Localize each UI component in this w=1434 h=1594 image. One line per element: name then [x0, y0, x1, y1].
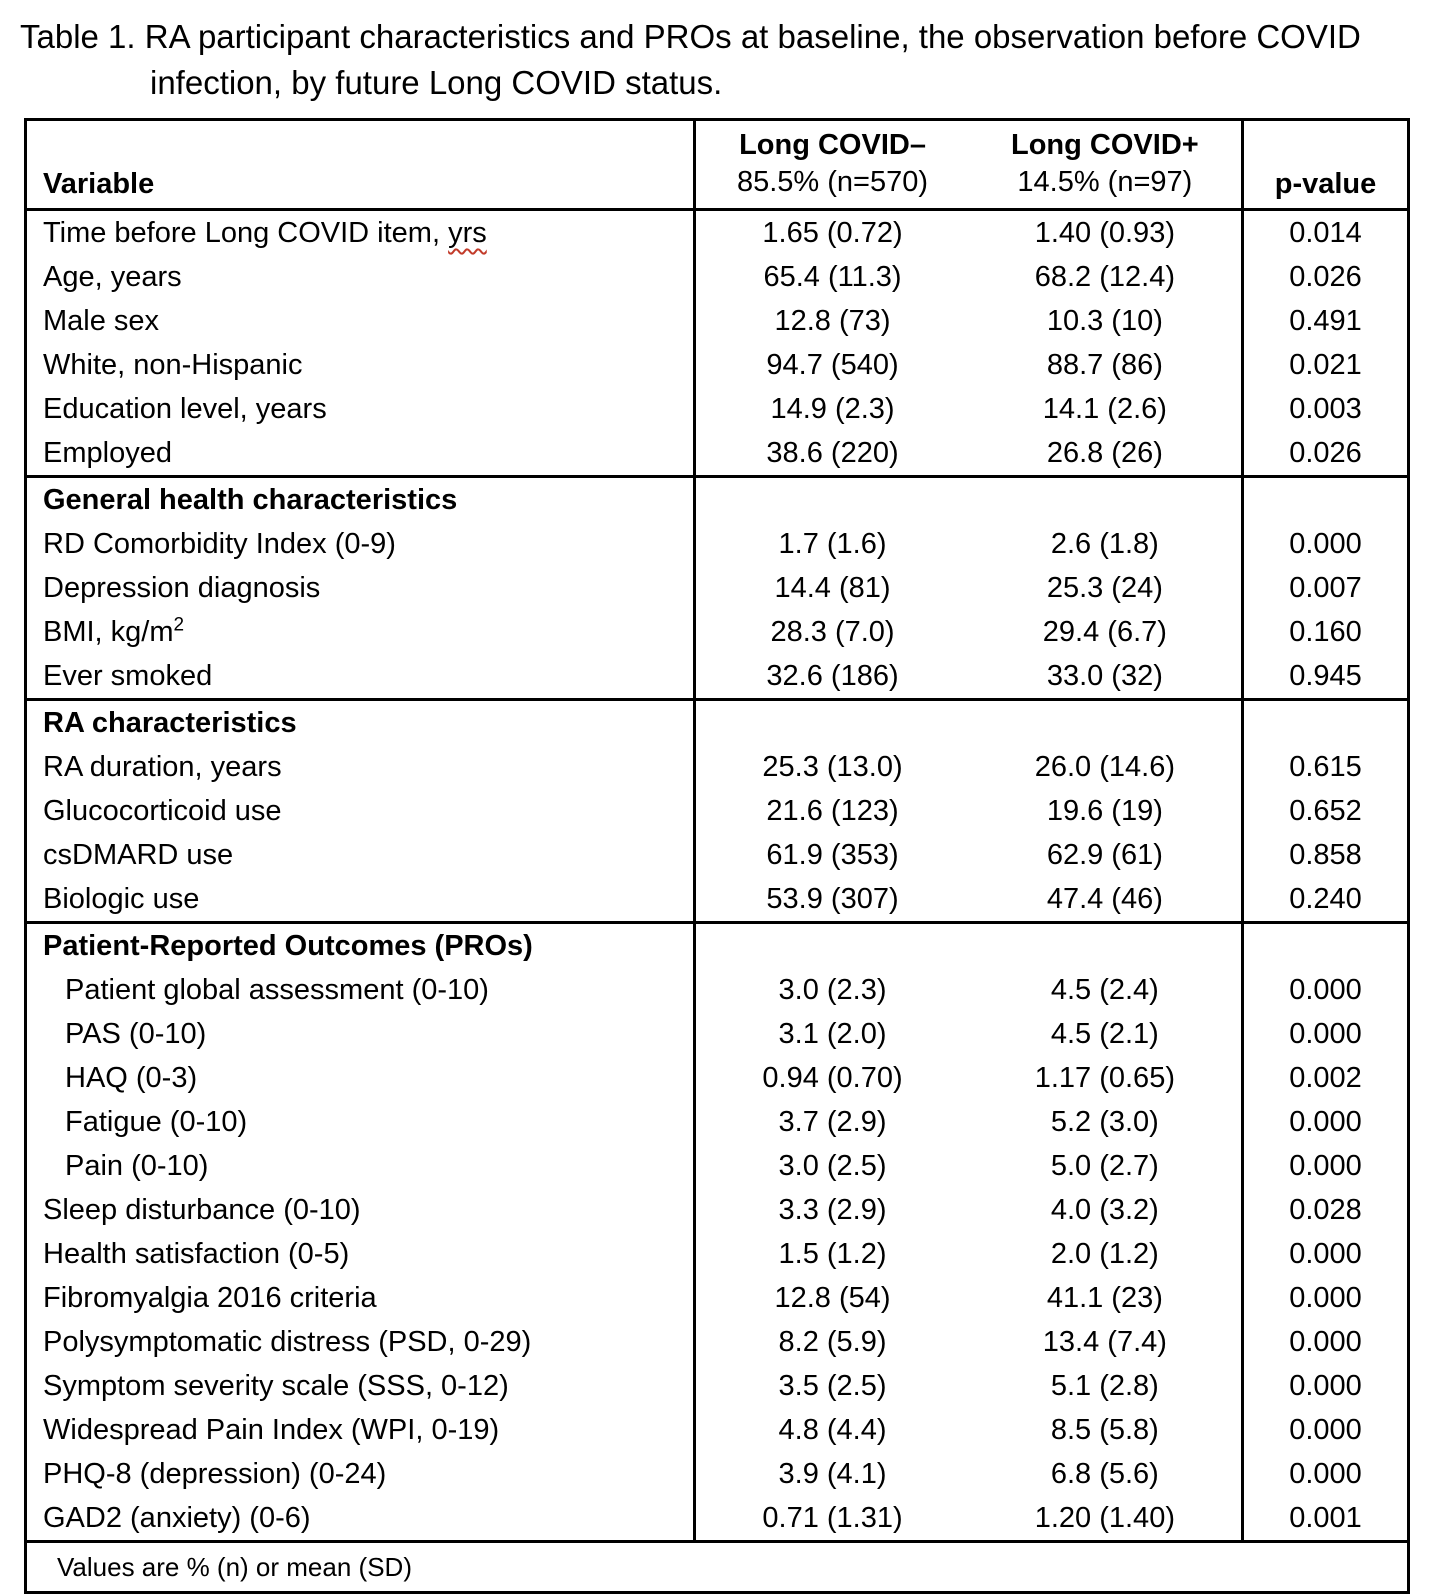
value-p: 0.000 [1243, 522, 1409, 566]
table-caption-line-1: Table 1. RA participant characteristics and PROs at baseline, the observation before COVID [20, 18, 1361, 55]
value-p: 0.000 [1243, 1408, 1409, 1452]
value-p: 0.652 [1243, 789, 1409, 833]
table-row [26, 1100, 1409, 1144]
value-p: 0.001 [1243, 1496, 1409, 1542]
table-row [26, 210, 1409, 256]
empty-cell [1243, 923, 1409, 969]
value-long-covid-positive: 5.0 (2.7) [1050, 1150, 1159, 1182]
row-label-cell: RA duration, years [43, 751, 282, 783]
table-row [26, 1320, 1409, 1364]
value-long-covid-positive: 8.5 (5.8) [1050, 1414, 1159, 1446]
row-label-cell: Widespread Pain Index (WPI, 0-19) [43, 1414, 500, 1446]
value-long-covid-positive: 62.9 (61) [1046, 839, 1163, 871]
table-row [26, 610, 1409, 654]
value-long-covid-positive: 19.6 (19) [1046, 795, 1163, 827]
value-p: 0.026 [1243, 431, 1409, 477]
value-long-covid-negative: 14.4 (81) [695, 566, 969, 610]
value-long-covid-positive: 10.3 (10) [1046, 305, 1163, 337]
table-row [26, 1144, 1409, 1188]
section-header-row [26, 700, 1409, 746]
value-long-covid-negative: 12.8 (54) [695, 1276, 969, 1320]
value-long-covid-positive: 4.0 (3.2) [1050, 1194, 1159, 1226]
group-n-long-covid-positive: 14.5% (n=97) [1017, 166, 1193, 198]
value-long-covid-positive: 4.5 (2.4) [1050, 974, 1159, 1006]
value-long-covid-negative: 61.9 (353) [695, 833, 969, 877]
empty-cell [969, 923, 1243, 969]
table-row [26, 343, 1409, 387]
section-header-label: RA characteristics [26, 700, 695, 746]
value-long-covid-negative: 12.8 (73) [695, 299, 969, 343]
table-row [26, 1496, 1409, 1542]
group-label-long-covid-negative: Long COVID– [739, 129, 926, 161]
table-row [26, 745, 1409, 789]
value-long-covid-negative: 1.7 (1.6) [695, 522, 969, 566]
value-long-covid-negative: 1.5 (1.2) [695, 1232, 969, 1276]
row-label-cell: PAS (0-10) [65, 1018, 207, 1050]
table-footnote: Values are % (n) or mean (SD) [26, 1542, 1409, 1593]
row-label-cell: Male sex [43, 305, 160, 337]
value-long-covid-positive: 1.40 (0.93) [1034, 217, 1175, 249]
value-long-covid-positive: 26.8 (26) [1046, 437, 1163, 469]
row-label-cell: Biologic use [43, 883, 200, 915]
value-p: 0.000 [1243, 1452, 1409, 1496]
value-p: 0.000 [1243, 1232, 1409, 1276]
row-label-cell: Health satisfaction (0-5) [43, 1238, 350, 1270]
value-p: 0.945 [1243, 654, 1409, 700]
table-caption-line-2: infection, by future Long COVID status. [150, 64, 723, 101]
footnote-row [26, 1542, 1409, 1593]
value-long-covid-negative: 32.6 (186) [695, 654, 969, 700]
empty-cell [695, 923, 969, 969]
value-long-covid-negative: 3.9 (4.1) [695, 1452, 969, 1496]
row-label-cell: Age, years [43, 261, 182, 293]
table-row [26, 522, 1409, 566]
row-label-cell: White, non-Hispanic [43, 349, 303, 381]
value-long-covid-positive: 14.1 (2.6) [1042, 393, 1167, 425]
table-row [26, 877, 1409, 923]
value-p: 0.002 [1243, 1056, 1409, 1100]
empty-cell [969, 700, 1243, 746]
column-header-p-value: p-value [1243, 120, 1409, 210]
table-row [26, 431, 1409, 477]
value-p: 0.615 [1243, 745, 1409, 789]
value-long-covid-positive: 2.6 (1.8) [1050, 528, 1159, 560]
value-p: 0.160 [1243, 610, 1409, 654]
value-p: 0.021 [1243, 343, 1409, 387]
row-label-cell: csDMARD use [43, 839, 234, 871]
table-row [26, 1408, 1409, 1452]
table-row [26, 789, 1409, 833]
row-label-cell: RD Comorbidity Index (0-9) [43, 528, 396, 560]
value-p: 0.026 [1243, 255, 1409, 299]
row-label-cell: Fatigue (0-10) [65, 1106, 248, 1138]
value-long-covid-positive: 13.4 (7.4) [1042, 1326, 1167, 1358]
value-long-covid-negative: 28.3 (7.0) [695, 610, 969, 654]
section-header-row [26, 477, 1409, 523]
value-long-covid-negative: 3.7 (2.9) [695, 1100, 969, 1144]
value-long-covid-positive: 41.1 (23) [1046, 1282, 1163, 1314]
table-row [26, 833, 1409, 877]
table-row [26, 1056, 1409, 1100]
column-header-long-covid-positive [969, 120, 1243, 210]
value-p: 0.858 [1243, 833, 1409, 877]
value-long-covid-negative: 3.1 (2.0) [695, 1012, 969, 1056]
value-long-covid-positive: 47.4 (46) [1046, 883, 1163, 915]
value-p: 0.000 [1243, 1320, 1409, 1364]
column-header-variable: Variable [26, 120, 695, 210]
value-long-covid-negative: 25.3 (13.0) [695, 745, 969, 789]
row-label-cell: Depression diagnosis [43, 572, 321, 604]
value-long-covid-positive: 33.0 (32) [1046, 660, 1163, 692]
table-row [26, 299, 1409, 343]
value-p: 0.000 [1243, 1144, 1409, 1188]
row-label-cell: Fibromyalgia 2016 criteria [43, 1282, 377, 1314]
value-long-covid-negative: 3.5 (2.5) [695, 1364, 969, 1408]
value-long-covid-negative: 4.8 (4.4) [695, 1408, 969, 1452]
value-long-covid-negative: 3.3 (2.9) [695, 1188, 969, 1232]
table-row [26, 255, 1409, 299]
row-label-cell: Education level, years [43, 393, 327, 425]
value-long-covid-negative: 53.9 (307) [695, 877, 969, 923]
value-long-covid-positive: 29.4 (6.7) [1042, 616, 1167, 648]
misspelled-word: yrs [448, 217, 487, 249]
empty-cell [1243, 477, 1409, 523]
value-long-covid-positive: 25.3 (24) [1046, 572, 1163, 604]
value-long-covid-negative: 3.0 (2.3) [695, 968, 969, 1012]
empty-cell [1243, 700, 1409, 746]
value-long-covid-positive: 5.2 (3.0) [1050, 1106, 1159, 1138]
empty-cell [695, 477, 969, 523]
row-label-cell: PHQ-8 (depression) (0-24) [43, 1458, 387, 1490]
table-row [26, 1188, 1409, 1232]
row-label-cell: Patient global assessment (0-10) [65, 974, 489, 1006]
value-long-covid-positive: 5.1 (2.8) [1050, 1370, 1159, 1402]
value-long-covid-negative: 21.6 (123) [695, 789, 969, 833]
value-long-covid-positive: 1.20 (1.40) [1034, 1502, 1175, 1534]
value-p: 0.000 [1243, 1100, 1409, 1144]
row-label-cell: Pain (0-10) [65, 1150, 209, 1182]
value-long-covid-negative: 14.9 (2.3) [695, 387, 969, 431]
column-header-long-covid-negative [695, 120, 969, 210]
row-label-cell: Polysymptomatic distress (PSD, 0-29) [43, 1326, 532, 1358]
value-long-covid-positive: 88.7 (86) [1046, 349, 1163, 381]
value-long-covid-negative: 65.4 (11.3) [695, 255, 969, 299]
value-long-covid-negative: 0.94 (0.70) [695, 1056, 969, 1100]
value-long-covid-negative: 1.65 (0.72) [695, 210, 969, 256]
row-label-cell: Symptom severity scale (SSS, 0-12) [43, 1370, 509, 1402]
empty-cell [695, 700, 969, 746]
value-p: 0.491 [1243, 299, 1409, 343]
value-p: 0.000 [1243, 1364, 1409, 1408]
table-row [26, 1232, 1409, 1276]
baseline-characteristics-table [24, 118, 1410, 1594]
row-label-cell: BMI, $kg/m^2$ [43, 614, 185, 648]
section-header-label: General health characteristics [26, 477, 695, 523]
value-long-covid-positive: 2.0 (1.2) [1050, 1238, 1159, 1270]
section-header-row [26, 923, 1409, 969]
row-label-cell: Employed [43, 437, 172, 469]
table-row [26, 968, 1409, 1012]
value-long-covid-positive: 26.0 (14.6) [1034, 751, 1175, 783]
value-long-covid-positive: 1.17 (0.65) [1034, 1062, 1175, 1094]
value-p: 0.007 [1243, 566, 1409, 610]
group-label-long-covid-positive: Long COVID+ [1011, 129, 1199, 161]
table-caption [0, 14, 1424, 106]
empty-cell [969, 477, 1243, 523]
value-long-covid-negative: 38.6 (220) [695, 431, 969, 477]
value-p: 0.000 [1243, 1276, 1409, 1320]
value-p: 0.014 [1243, 210, 1409, 256]
value-p: 0.003 [1243, 387, 1409, 431]
table-row [26, 566, 1409, 610]
value-long-covid-positive: 68.2 (12.4) [1034, 261, 1175, 293]
row-label-cell: GAD2 (anxiety) (0-6) [43, 1502, 311, 1534]
value-long-covid-negative: 8.2 (5.9) [695, 1320, 969, 1364]
table-row [26, 1012, 1409, 1056]
row-label-cell: HAQ (0-3) [65, 1062, 198, 1094]
table-row [26, 1452, 1409, 1496]
value-long-covid-positive: 4.5 (2.1) [1050, 1018, 1159, 1050]
value-p: 0.028 [1243, 1188, 1409, 1232]
row-label-cell: Ever smoked [43, 660, 213, 692]
value-long-covid-negative: 0.71 (1.31) [695, 1496, 969, 1542]
row-label-cell: Glucocorticoid use [43, 795, 282, 827]
value-long-covid-negative: 3.0 (2.5) [695, 1144, 969, 1188]
value-long-covid-negative: 94.7 (540) [695, 343, 969, 387]
superscript-unit: 2 [173, 614, 185, 636]
value-p: 0.000 [1243, 1012, 1409, 1056]
table-row [26, 387, 1409, 431]
value-long-covid-positive: 6.8 (5.6) [1050, 1458, 1159, 1490]
group-n-long-covid-negative: 85.5% (n=570) [736, 166, 929, 198]
section-header-label: Patient-Reported Outcomes (PROs) [26, 923, 695, 969]
value-p: 0.240 [1243, 877, 1409, 923]
table-header-row [26, 120, 1409, 210]
table-row [26, 1364, 1409, 1408]
value-p: 0.000 [1243, 968, 1409, 1012]
table-row [26, 654, 1409, 700]
table-row [26, 1276, 1409, 1320]
row-label-cell: Time before Long COVID item, yrs [43, 217, 487, 249]
row-label-cell: Sleep disturbance (0-10) [43, 1194, 361, 1226]
